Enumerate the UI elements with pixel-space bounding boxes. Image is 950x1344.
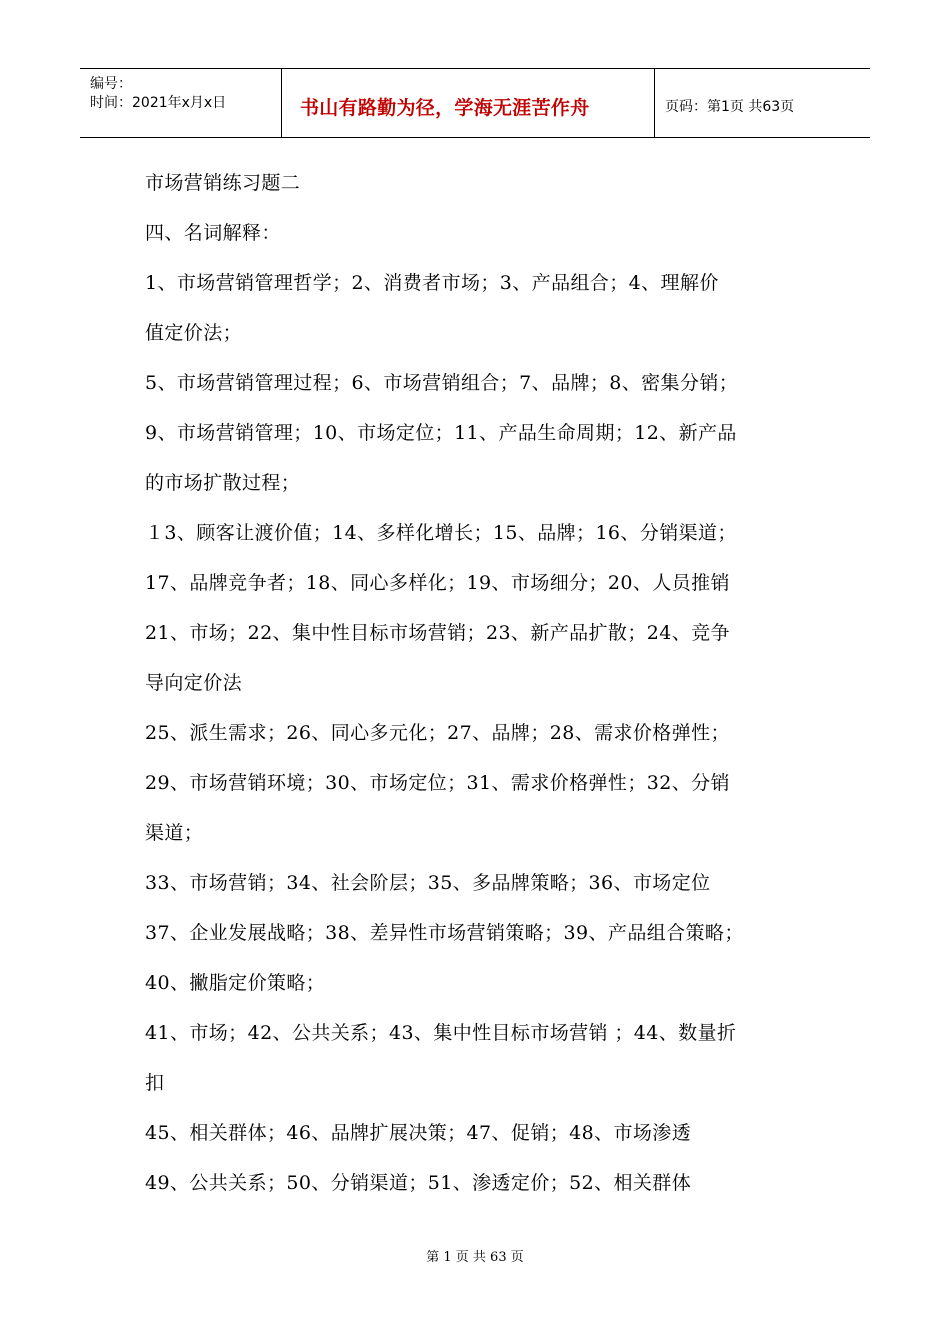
header-page-label: 页码：第1页 共63页 — [665, 99, 795, 115]
header-motto: 书山有路勤为径，学海无涯苦作舟 — [300, 97, 590, 119]
section-heading: 四、名词解释： — [145, 222, 281, 244]
text-line: 值定价法； — [145, 322, 243, 344]
time-label: 时间：2021年x月x日 — [90, 95, 227, 111]
text-line: １3、顾客让渡价值；14、多样化增长；15、品牌；16、分销渠道； — [145, 522, 737, 544]
page-footer: 第 1 页 共 63 页 — [426, 1250, 524, 1265]
text-line: 导向定价法 — [145, 672, 243, 694]
text-line: 45、相关群体；46、品牌扩展决策；47、促销；48、市场渗透 — [145, 1122, 692, 1144]
text-line: 37、企业发展战略；38、差异性市场营销策略；39、产品组合策略； — [145, 922, 744, 944]
text-line: 25、派生需求；26、同心多元化；27、品牌；28、需求价格弹性； — [145, 722, 730, 744]
text-line: 33、市场营销；34、社会阶层；35、多品牌策略；36、市场定位 — [145, 872, 711, 894]
document-title: 市场营销练习题二 — [145, 172, 301, 194]
header-page-cell — [655, 69, 870, 137]
header-meta-cell — [80, 69, 282, 137]
text-line: 5、市场营销管理过程；6、市场营销组合；7、品牌；8、密集分销； — [145, 372, 739, 394]
text-line: 17、品牌竞争者；18、同心多样化；19、市场细分；20、人员推销 — [145, 572, 730, 594]
text-line: 49、公共关系；50、分销渠道；51、渗透定价；52、相关群体 — [145, 1172, 692, 1194]
text-line: 40、撇脂定价策略； — [145, 972, 326, 994]
text-line: 9、市场营销管理；10、市场定位；11、产品生命周期；12、新产品 — [145, 422, 737, 444]
text-line: 的市场扩散过程； — [145, 472, 301, 494]
page-header — [80, 68, 870, 138]
text-line: 扣 — [145, 1072, 165, 1094]
text-line: 41、市场；42、公共关系；43、集中性目标市场营销 ；44、数量折 — [145, 1022, 737, 1044]
text-line: 21、市场；22、集中性目标市场营销；23、新产品扩散；24、竞争 — [145, 622, 730, 644]
text-line: 1、市场营销管理哲学；2、消费者市场；3、产品组合；4、理解价 — [145, 272, 719, 294]
text-line: 29、市场营销环境；30、市场定位；31、需求价格弹性；32、分销 — [145, 772, 730, 794]
header-motto-cell — [282, 69, 655, 137]
text-line: 渠道； — [145, 822, 204, 844]
number-label: 编号： — [90, 76, 132, 92]
